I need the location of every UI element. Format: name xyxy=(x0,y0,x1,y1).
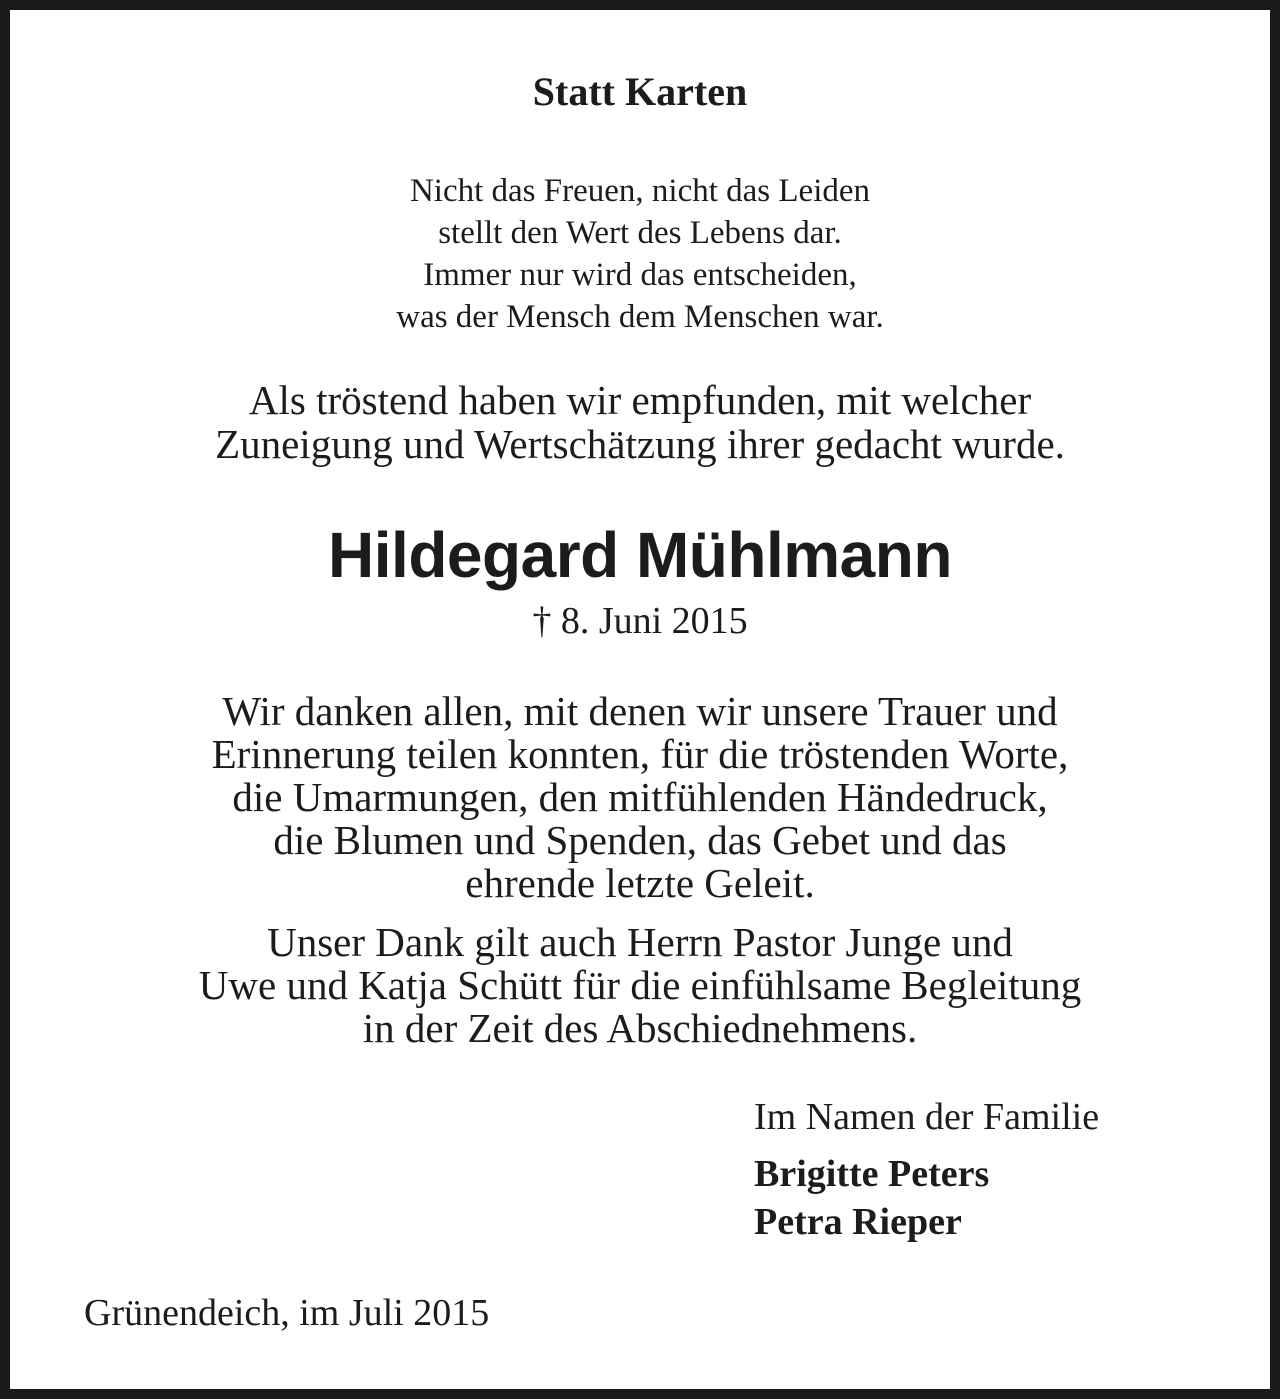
consolation-line: Zuneigung und Wertschätzung ihrer gedacht wurde. xyxy=(215,421,1065,467)
notice-header: Statt Karten xyxy=(532,69,748,114)
family-signoff xyxy=(754,1092,1099,1246)
place-and-date: Grünendeich, im Juli 2015 xyxy=(84,1292,490,1334)
poem xyxy=(10,170,1270,338)
poem-line: Nicht das Freuen, nicht das Leiden xyxy=(409,173,871,209)
thanks-line: die Blumen und Spenden, das Gebet und das xyxy=(273,817,1007,863)
consolation-text xyxy=(10,378,1270,466)
death-date: † 8. Juni 2015 xyxy=(532,600,748,642)
thanks-line: ehrende letzte Geleit. xyxy=(465,860,815,906)
gratitude-line: Unser Dank gilt auch Herrn Pastor Junge und xyxy=(267,919,1013,965)
signer-name: Petra Rieper xyxy=(754,1201,962,1243)
consolation-line: Als tröstend haben wir empfunden, mit welcher xyxy=(248,377,1032,423)
thanks-line: Erinnerung teilen konnten, für die tröstenden Worte, xyxy=(211,731,1069,777)
deceased-name: Hildegard Mühlmann xyxy=(328,519,952,591)
poem-line: Immer nur wird das entscheiden, xyxy=(423,257,857,293)
poem-line: stellt den Wert des Lebens dar. xyxy=(438,215,842,251)
gratitude-text xyxy=(10,921,1270,1050)
signoff-intro: Im Namen der Familie xyxy=(754,1096,1100,1138)
thanks-text xyxy=(10,690,1270,905)
thanks-line: die Umarmungen, den mitfühlenden Händedruck, xyxy=(232,774,1048,820)
poem-line: was der Mensch dem Menschen war. xyxy=(396,299,884,335)
gratitude-line: in der Zeit des Abschiednehmens. xyxy=(362,1005,918,1051)
signer-name: Brigitte Peters xyxy=(754,1153,990,1195)
gratitude-line: Uwe und Katja Schütt für die einfühlsame Begleitung xyxy=(198,962,1082,1008)
thanks-line: Wir danken allen, mit denen wir unsere Trauer und xyxy=(222,688,1058,734)
